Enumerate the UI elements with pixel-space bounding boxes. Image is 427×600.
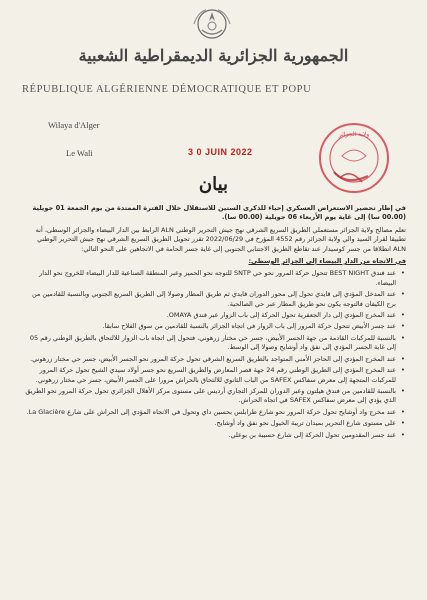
statement-body — [24, 204, 406, 594]
wali-label: Le Wali — [66, 148, 93, 158]
direction-subheading: في الاتجاه من الدار البيضاء إلى الجزائر الوسطى: — [248, 257, 406, 266]
date-stamp: 3 0 JUIN 2022 — [188, 147, 253, 157]
header-french-title: RÉPUBLIQUE ALGÉRIENNE DÉMOCRATIQUE ET POPU — [22, 84, 312, 95]
national-emblem-icon — [188, 4, 236, 44]
stamp-text: ولاية الجزائر — [338, 131, 370, 138]
wilaya-label: Wilaya d'Alger — [48, 120, 100, 130]
list-item: • عند المخرج المؤدي إلى دار الجعفرية تحول الحركة إلى باب الزوار عبر فندق OMAYA. — [24, 311, 396, 320]
page-title: بيان — [198, 174, 229, 195]
list-item: • عند جسر الأبيض تتحول حركة المرور إلى باب الزوار في اتجاه الجزائر بالنسبة للقادمين من سوق الفلاح سابقا. — [24, 322, 396, 331]
header-arabic-title: الجمهورية الجزائرية الديمقراطية الشعبية — [78, 46, 349, 65]
list-item: • على مستوى شارع التحرير بميدان تريبة الخيول نحو نفق واد أوشايح. — [24, 419, 396, 428]
list-item: • عند المخرج المؤدي إلى الحاجز الأمني المتواجد بالطريق السريع الشرقي تحول حركة المرور نحو الجسر الأبيض، جسر حي مختار زرهوني. — [24, 355, 396, 364]
detour-list — [24, 269, 406, 440]
list-item: • بالنسبة للقادمين من فندق هيلتون وعبر الدوران للمركز التجاري أرديس على مستوى مركز الأهلال الجزائري تحول حركة المرور نحو الطريق الذي يؤدي إلى معرض سفاكس SAFEX في اتجاه الحراش. — [24, 387, 396, 406]
list-item: • عند فندق BEST NIGHT تتحول حركة المرور نحو حي SNTP للتوجه نحو الحميز وعبر المنطقة الصناعية للدار البيضاء للخروج نحو الدار البيضاء. — [24, 269, 396, 288]
list-item: • عند المدخل المؤدي إلى قايدي تحول إلى محور الدوران قايدي ثم طريق المطار وصولا إلى الطريق السريع الجنوبي وبالنسبة للقادمين من برج الكيفان فالتوجه يكون نحو طريق المطار عبر حي الصالحية. — [24, 290, 396, 309]
list-item: • بالنسبة للمركبات القادمة من جهة الجسر الأبيض، جسر حي مختار زرهوني، فتحول إلى اتجاه باب الزوار للالتحاق بالطريق الوطني رقم 05 إلى غاية الجسر المؤدي إلى نفق واد أوشايح وصولا إلى الوسط. — [24, 334, 396, 353]
main-paragraph: تعلم مصالح ولاية الجزائر مستعملي الطريق السريع الشرقي نهج جيش التحرير الوطني ALN الرابط بين الدار البيضاء والجزائر الوسطى، أنه تطبيقا لقرار السيد والي ولاية الجزائر رقم 4552 المؤرخ في 2022/06/29 تقرر تحويل الطريق السريع الشرقي نهج جيش التحرير الوطني ALN انطلاقا من جسر كوسيدار عند تقاطع الطريق الاجتنابي الجنوبي إلى غاية جسر الحامة في الاتجاهين على النحو التالي: — [35, 225, 406, 253]
list-item: • عند جسر المقدومين تحول الحركة إلى شارع حسيبة بن بوعلي. — [24, 431, 396, 440]
list-item: • عند المخرج المؤدي إلى الطريق الوطني رقم 24 جهة قصر المعارض والطريق السريع نحو جسر أولاد سيدي الشيخ تحول حركة المرور للمركبات المتجهة إلى معرض سفاكس SAFEX من الباب الثانوي للالتحاق بالحراش مرورا على الجسر الأبيض، جسر حي مختار زرهوني. — [24, 366, 396, 385]
intro-paragraph: في إطار تحضير الاستعراض العسكري إحياء للذكرى الستين للاستقلال خلال الفترة الممتدة من يوم الجمعة 01 جويلية (00.00 سا) إلى غاية يوم الأربعاء 06 جويلية (00.00 سا). — [32, 204, 406, 222]
list-item: • عند مخرج واد أوشايح تحول حركة المرور نحو شارع طرابلس بحسين داي وتحول في الاتجاه المؤدي إلى الحراش على شارع La Glacière. — [24, 408, 396, 417]
